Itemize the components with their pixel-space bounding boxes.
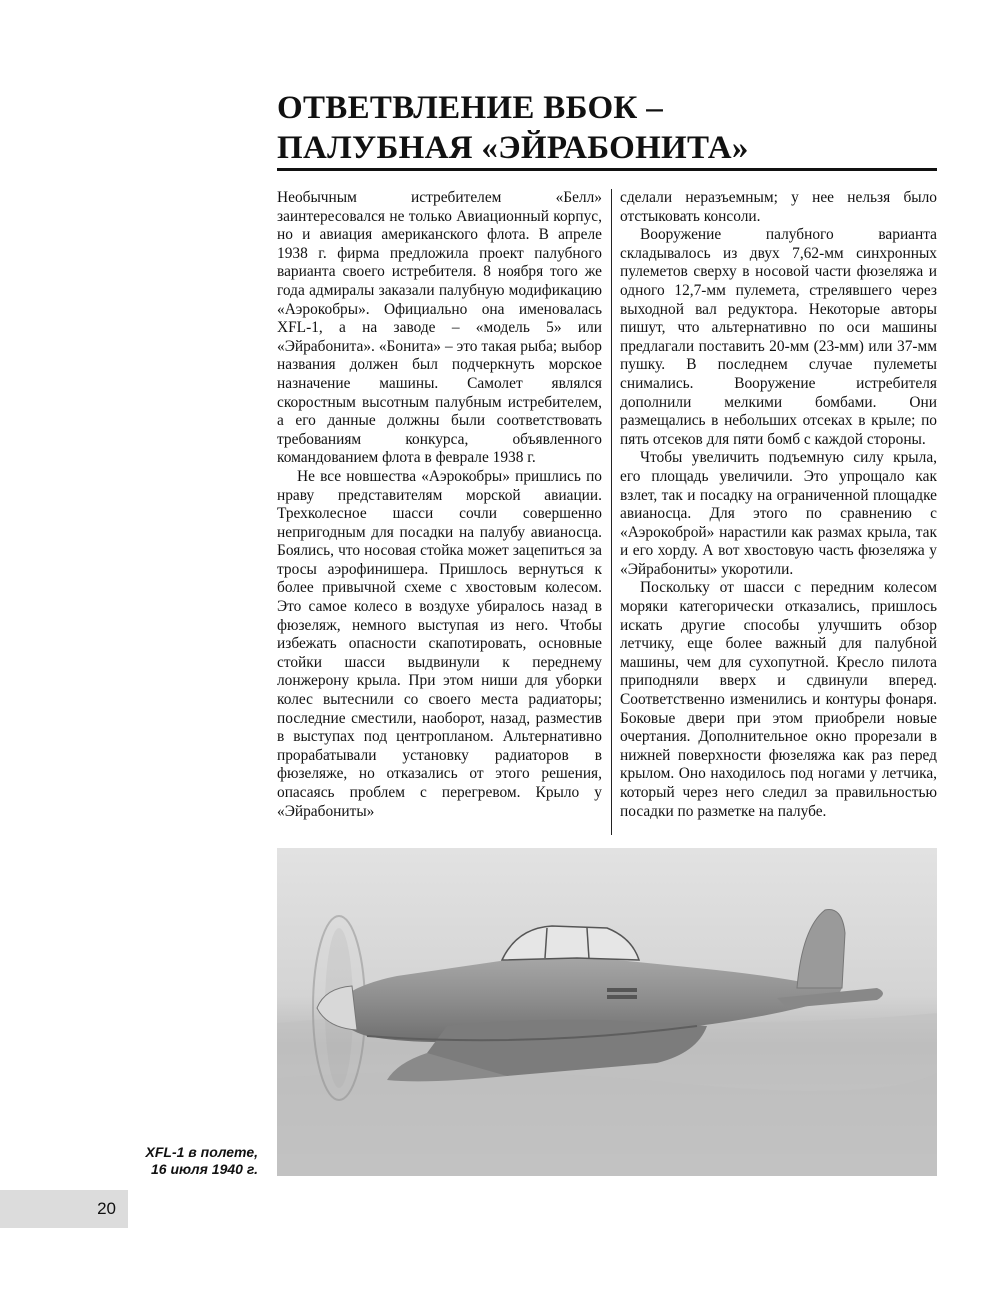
paragraph: Вооружение палубного варианта складывалось из двух 7,62-мм синхронных пулеметов сверху в носовой части фюзеляжа и одного 12,7-мм пулемета, стрелявшего через выходной вал редуктора. Некоторые авторы пишут, что альтернативно по оси машины предлагали поставить 20-мм (23-мм) или 37-мм пушку. В последнем случае пулеметы снимались. Вооружение истребителя дополнили мелкими бомбами. Они размещались в небольших отсеках в крыле; по пять отсеков для пяти бомб с каждой стороны. bbox=[620, 226, 937, 448]
title-line-2: ПАЛУБНАЯ «ЭЙРАБОНИТА» bbox=[277, 130, 749, 166]
column-divider bbox=[611, 189, 612, 835]
airplane-illustration bbox=[277, 848, 937, 1176]
title-line-1: ОТВЕТВЛЕНИЕ ВБОК – bbox=[277, 90, 664, 126]
title-rule bbox=[277, 168, 937, 171]
page-number-box bbox=[0, 1190, 128, 1228]
page-number: 20 bbox=[97, 1199, 116, 1218]
photo-caption bbox=[118, 1144, 258, 1178]
paragraph: Необычным истребителем «Белл» заинтересовался не только Авиационный корпус, но и авиация американского флота. В апреле 1938 г. фирма предложила проект палубного варианта своего истребителя. 8 ноября того же года адмиралы заказали палубную модификацию «Аэрокобры». Официально она именовалась XFL-1, а на заводе – «модель 5» или «Эйрабонита». «Бонита» – это такая рыба; выбор названия должен был подчеркнуть морское назначение машины. Самолет являлся скоростным высотным палубным истребителем, а его данные должны были соответствовать требованиям конкурса, объявленного командованием флота в феврале 1938 г. bbox=[277, 189, 602, 467]
paragraph: Не все новшества «Аэрокобры» пришлись по нраву представителям морской авиации. Трехколесное шасси сочли совершенно непригодным для посадки на палубу авианосца. Боялись, что носовая стойка может зацепиться за тросы аэрофинишера. Пришлось вернуться к более привычной схеме с хвостовым колесом. Это самое колесо в воздухе убиралось назад в фюзеляж, немного выступая из него. Чтобы избежать опасности скапотировать, основные стойки шасси выдвинули к переднему лонжерону крыла. При этом ниши для уборки колес вытеснили со своего места радиаторы; последние сместили, наоборот, назад, разместив в выступах под центропланом. Альтернативно прорабатывали установку радиаторов в фюзеляже, но отказались от этого решения, опасаясь проблем с перегревом. Крыло у «Эйрабониты» bbox=[277, 467, 602, 820]
caption-line-1: XFL-1 в полете, bbox=[145, 1144, 258, 1160]
caption-line-2: 16 июля 1940 г. bbox=[151, 1161, 258, 1177]
aircraft-photo bbox=[277, 848, 937, 1176]
paragraph: сделали неразъемным; у нее нельзя было отстыковать консоли. bbox=[620, 189, 937, 225]
paragraph: Поскольку от шасси с передним колесом моряки категорически отказались, пришлось искать другие способы улучшить обзор летчику, еще более важный для палубной машины, чем для сухопутной. Кресло пилота приподняли вверх и сдвинули вперед. Соответственно изменились и контуры фонаря. Боковые двери при этом приобрели новые очертания. Дополнительное окно прорезали в нижней поверхности фюзеляжа как раз перед крылом. Оно находилось под ногами у летчика, который через него следил за правильностью посадки по разметке на палубе. bbox=[620, 579, 937, 820]
paragraph: Чтобы увеличить подъемную силу крыла, его площадь увеличили. Это упрощало как взлет, так и посадку на ограниченной площадке авианосца. Для этого по сравнению с «Аэрокоброй» нарастили как размах крыла, так и его хорду. А вот хвостовую часть фюзеляжа у «Эйрабониты» укоротили. bbox=[620, 449, 937, 578]
text-column-right bbox=[620, 189, 937, 821]
text-column-left bbox=[277, 189, 602, 821]
page-title bbox=[277, 88, 937, 168]
